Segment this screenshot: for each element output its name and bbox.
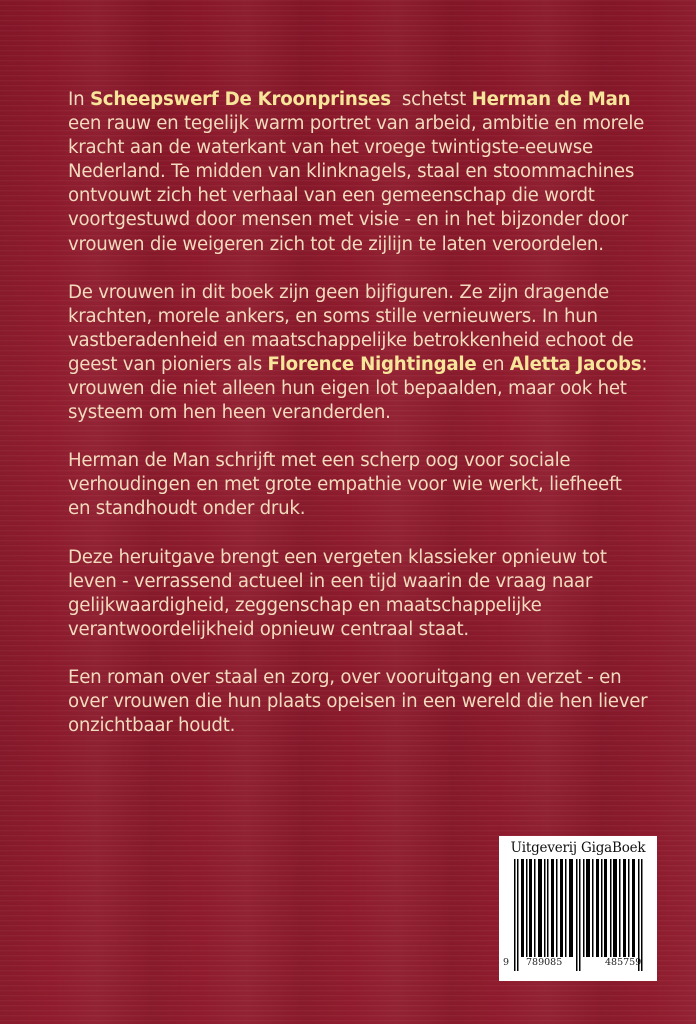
back-cover-blurb xyxy=(68,88,648,762)
paragraph-closing: Een roman over staal en zorg, over vooruitgang en verzet - en over vrouwen die hun plaats opeisen in een wereld die hen liever onzichtbaar houdt. xyxy=(68,666,648,737)
isbn-right-digits: 485759 xyxy=(605,957,642,968)
paragraph-reissue: Deze heruitgave brengt een vergeten klassieker opnieuw tot leven - verrassend actueel in een tijd waarin de vraag naar gelijkwaardigheid, zeggenschap en maatschappelijke verantwoordelijkheid opnieuw centraal staat. xyxy=(68,546,607,640)
paragraph-author: Herman de Man schrijft met een scherp oog voor sociale verhoudingen en met grote empathie voor wie werkt, liefheeft en standhoudt onder druk. xyxy=(68,450,622,520)
paragraph-intro: In Scheepswerf De Kroonprinses schetst Herman de Man een rauw en tegelijk warm portret van arbeid, ambitie en morele kracht aan de waterkant van het vroege twintigste-eeuwse Nederland. Te midden van klinknagels, staal en stoommachines ontvouwt zich het verhaal van een gemeenschap die wordt voortgestuwd door mensen met visie - en in het bijzonder door vrouwen die weigeren zich tot de zijlijn te laten veroordelen. xyxy=(68,89,645,255)
isbn-lead-digit: 9 xyxy=(503,957,510,968)
barcode-icon xyxy=(512,859,644,971)
book-title: Scheepswerf De Kroonprinses xyxy=(89,89,391,110)
isbn-barcode xyxy=(499,836,657,981)
author-name: Herman de Man xyxy=(471,89,631,110)
pioneer-name-nightingale: Florence Nightingale xyxy=(267,353,477,375)
publisher-name: Uitgeverij GigaBoek xyxy=(510,840,646,856)
isbn-left-digits: 789085 xyxy=(526,957,563,968)
pioneer-name-jacobs: Aletta Jacobs xyxy=(509,353,642,375)
paragraph-women: De vrouwen in dit boek zijn geen bijfiguren. Ze zijn dragende krachten, morele ankers, en soms stille vernieuwers. In hun vastberadenheid en maatschappelijke betrokkenheid echoot de geest van pioniers als Florence Nightingale en Aletta Jacobs: vrouwen die niet alleen hun eigen lot bepaalden, maar ook het systeem om hen heen veranderden. xyxy=(68,281,648,424)
